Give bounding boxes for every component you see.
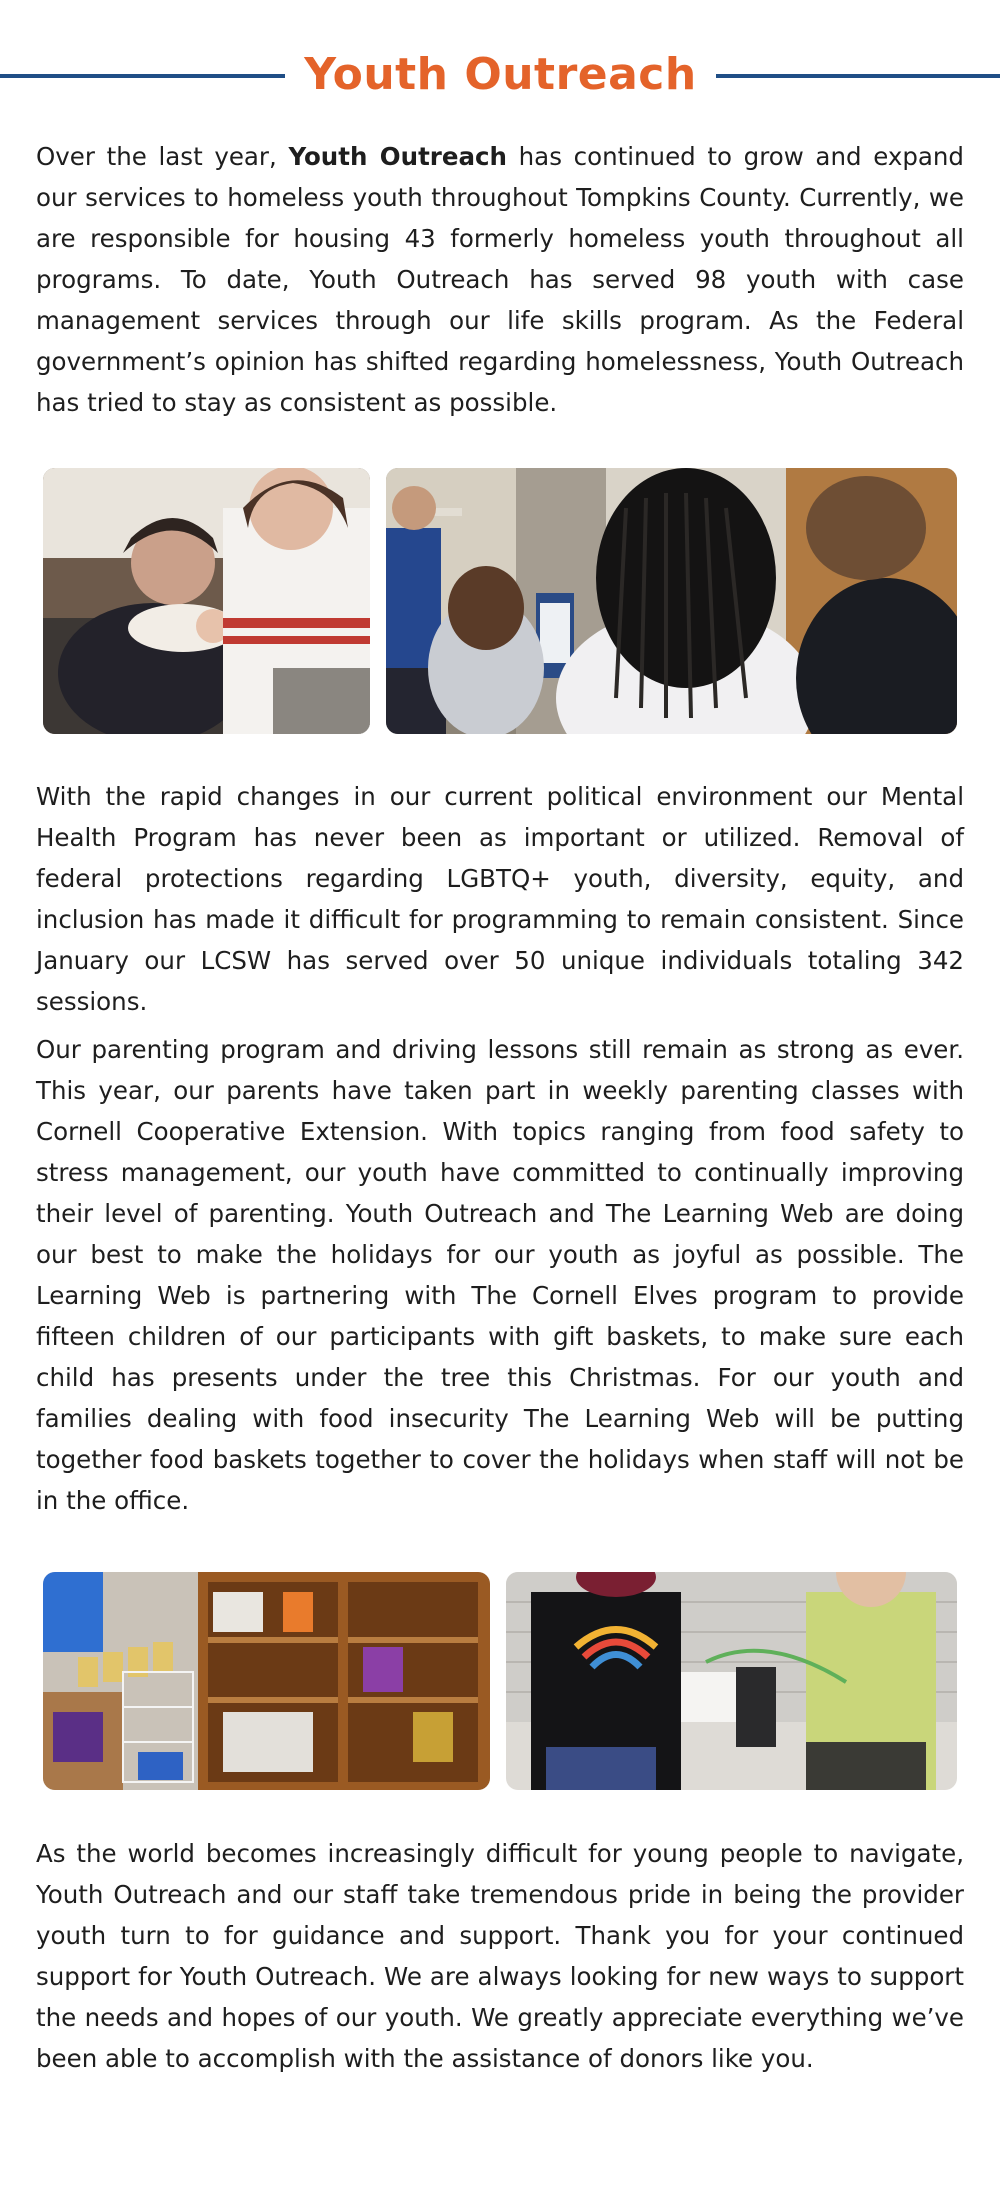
intro-paragraph [36, 136, 964, 423]
photo-family-with-newborn [43, 468, 370, 734]
title-row [0, 40, 1000, 110]
closing-paragraph: As the world becomes increasingly difficult for young people to navigate, Youth Outreach and our staff take tremendous pride in being the provider youth turn to for guidance and support. Thank you for your continued support for Youth Outreach. We are always looking for new ways to support the needs and hopes of our youth. We greatly appreciate everything we’ve been able to accomplish with the assistance of donors like you. [36, 1839, 964, 2073]
title-rule-left [0, 74, 285, 78]
page-title: Youth Outreach [304, 49, 697, 100]
photo-youth-at-airport [386, 468, 957, 734]
photo-youth-crafting [506, 1572, 957, 1790]
intro-org-name: Youth Outreach [288, 142, 507, 171]
title-rule-right [716, 74, 1000, 78]
parenting-paragraph: Our parenting program and driving lessons still remain as strong as ever. This year, our parents have taken part in weekly parenting classes with Cornell Cooperative Extension. With topics ranging from food safety to stress management, our youth have committed to continually improving their level of parenting. Youth Outreach and The Learning Web are doing our best to make the holidays for our youth as joyful as possible. The Learning Web is partnering with The Cornell Elves program to provide fifteen children of our participants with gift baskets, to make sure each child has presents under the tree this Christmas. For our youth and families dealing with food insecurity The Learning Web will be putting together food baskets together to cover the holidays when staff will not be in the office. [36, 1035, 964, 1515]
mental-health-paragraph: With the rapid changes in our current political environment our Mental Health Program has never been as important or utilized. Removal of federal protections regarding LGBTQ+ youth, diversity, equity, and inclusion has made it difficult for programming to remain consistent. Since January our LCSW has served over 50 unique individuals totaling 342 sessions. [36, 782, 964, 1016]
intro-rest: has continued to grow and expand our services to homeless youth throughout Tompkins County. Currently, we are responsible for housing 43 formerly homeless youth throughout all programs. To date, Youth Outreach has served 98 youth with case management services through our life skills program. As the Federal government’s opinion has shifted regarding homelessness, Youth Outreach has tried to stay as consistent as possible. [36, 142, 964, 417]
photo-supply-pantry-shelves [43, 1572, 490, 1790]
intro-lead: Over the last year, [36, 142, 289, 171]
